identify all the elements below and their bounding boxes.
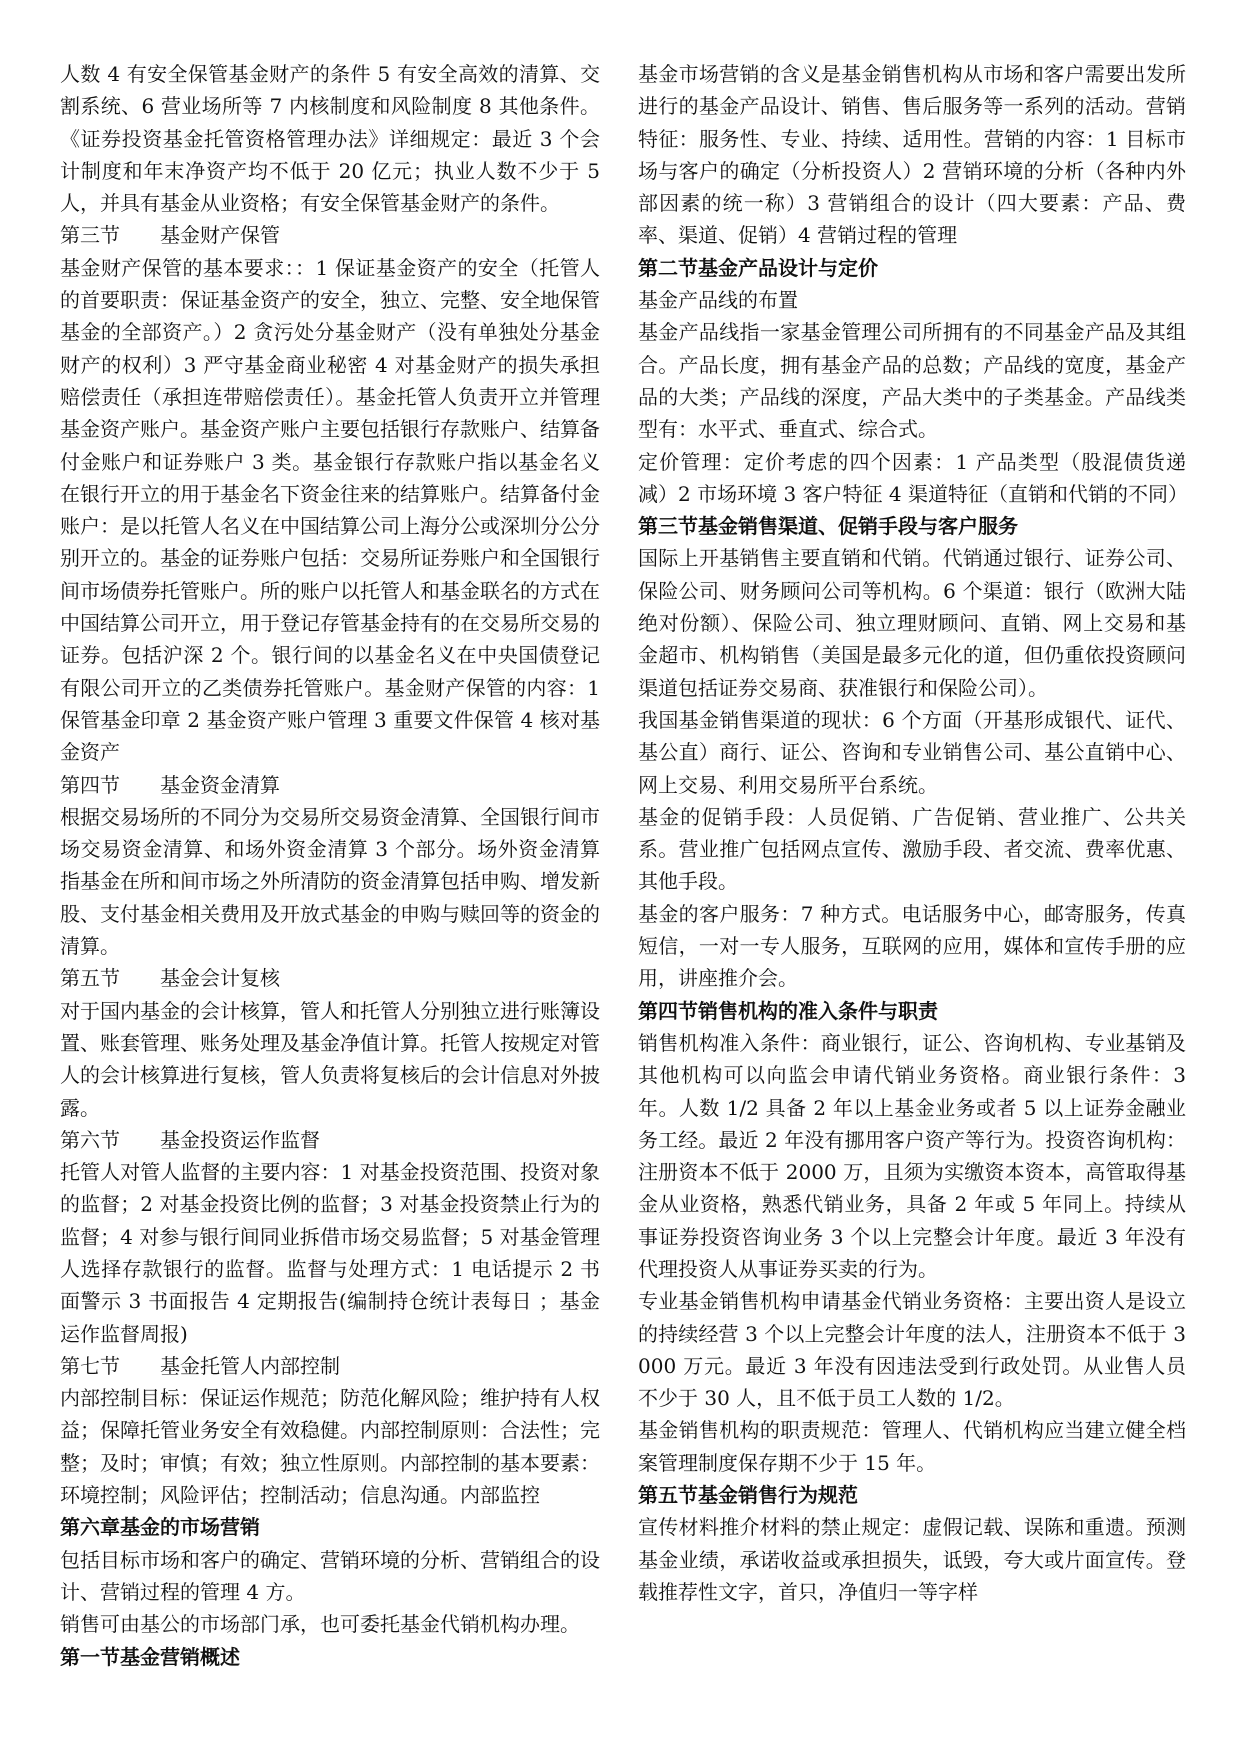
section-heading: 第五节 基金会计复核 bbox=[60, 966, 280, 991]
paragraph: 基金产品线指一家基金管理公司所拥有的不同基金产品及其组合。产品长度，拥有基金产品的总数；产品线的宽度，基金产品的大类；产品线的深度，产品大类中的子类基金。产品线类型有：水平式、垂直式、综合式。 bbox=[638, 320, 1186, 442]
paragraph: 国际上开基销售主要直销和代销。代销通过银行、证券公司、保险公司、财务顾问公司等机构。6 个渠道：银行（欧洲大陆绝对份额）、保险公司、独立理财顾问、直销、网上交易和基金超市、机构销售（美国是最多元化的道，但仍重依投资顾问渠道包括证券交易商、获准银行和保险公司）。 bbox=[638, 546, 1186, 700]
section-heading: 第四节 基金资金清算 bbox=[60, 772, 280, 797]
chapter-heading: 第五节基金销售行为规范 bbox=[638, 1483, 858, 1508]
chapter-heading: 第一节基金营销概述 bbox=[60, 1644, 240, 1669]
paragraph: 内部控制目标：保证运作规范；防范化解风险；维护持有人权益；保障托管业务安全有效稳健。内部控制原则：合法性；完整；及时；审慎；有效；独立性原则。内部控制的基本要素：环境控制；风险评估；控制活动；信息沟通。内部监控 bbox=[60, 1386, 600, 1508]
paragraph: 包括目标市场和客户的确定、营销环境的分析、营销组合的设计、营销过程的管理 4 方。 bbox=[60, 1547, 600, 1604]
paragraph: 基金的客户服务：7 种方式。电话服务中心，邮寄服务，传真短信，一对一专人服务，互联网的应用，媒体和宣传手册的应用，讲座推介会。 bbox=[638, 901, 1186, 991]
paragraph: 销售可由基公的市场部门承，也可委托基金代销机构办理。 bbox=[60, 1612, 580, 1637]
section-heading: 第三节 基金财产保管 bbox=[60, 223, 280, 248]
chapter-heading: 第六章基金的市场营销 bbox=[60, 1515, 260, 1540]
left-column bbox=[60, 58, 600, 1673]
paragraph: 根据交易场所的不同分为交易所交易资金清算、全国银行间市场交易资金清算、和场外资金清算 3 个部分。场外资金清算指基金在所和间市场之外所清防的资金清算包括申购、增发新股、支付基金相关费用及开放式基金的申购与赎回等的资金的清算。 bbox=[60, 804, 600, 959]
paragraph: 基金销售机构的职责规范：管理人、代销机构应当建立健全档案管理制度保存期不少于 15 年。 bbox=[638, 1418, 1186, 1475]
chapter-heading: 第三节基金销售渠道、促销手段与客户服务 bbox=[638, 514, 1018, 539]
paragraph: 基金财产保管的基本要求：：1 保证基金资产的安全（托管人的首要职责：保证基金资产的安全，独立、完整、安全地保管基金的全部资产。）2 贪污处分基金财产（没有单独处分基金财产的权利）3 严守基金商业秘密 4 对基金财产的损失承担赔偿责任（承担连带赔偿责任）。基金托管人负责开立并管理基金资产账户。基金资产账户主要包括银行存款账户、结算备付金账户和证券账户 3 类。基金银行存款账户指以基金名义在银行开立的用于基金名下资金往来的结算账户。结算备付金账户：是以托管人名义在中国结算公司上海分公或深圳分公分别开立的。基金的证券账户包括：交易所证券账户和全国银行间市场债券托管账户。所的账户以托管人和基金联名的方式在中国结算公司开立，用于登记存管基金持有的在交易所交易的证券。包括沪深 2 个。银行间的以基金名义在中央国债登记有限公司开立的乙类债券托管账户。基金财产保管的内容：1 保管基金印章 2 基金资产账户管理 3 重要文件保管 4 核对基金资产 bbox=[60, 255, 600, 765]
paragraph: 人数 4 有安全保管基金财产的条件 5 有安全高效的清算、交割系统、6 营业场所等 7 内核制度和风险制度 8 其他条件。《证券投资基金托管资格管理办法》详细规定：最近 3 个会计制度和年末净资产均不低于 20 亿元；执业人数不少于 5 人，并具有基金从业资格；有安全保管基金财产的条件。 bbox=[60, 62, 600, 216]
paragraph: 基金的促销手段：人员促销、广告促销、营业推广、公共关系。营业推广包括网点宣传、激励手段、者交流、费率优惠、其他手段。 bbox=[638, 804, 1186, 894]
section-heading: 第七节 基金托管人内部控制 bbox=[60, 1353, 340, 1378]
paragraph: 基金市场营销的含义是基金销售机构从市场和客户需要出发所进行的基金产品设计、销售、售后服务等一系列的活动。营销特征：服务性、专业、持续、适用性。营销的内容：1 目标市场与客户的确定（分析投资人）2 营销环境的分析（各种内外部因素的统一称）3 营销组合的设计（四大要素：产品、费率、渠道、促销）4 营销过程的管理 bbox=[638, 62, 1186, 248]
paragraph: 托管人对管人监督的主要内容：1 对基金投资范围、投资对象的监督；2 对基金投资比例的监督；3 对基金投资禁止行为的监督；4 对参与银行间同业拆借市场交易监督；5 对基金管理人选择存款银行的监督。监督与处理方式：1 电话提示 2 书面警示 3 书面报告 4 定期报告(编制持仓统计表每日 ；基金运作监督周报) bbox=[60, 1160, 600, 1346]
paragraph: 宣传材料推介材料的禁止规定：虚假记载、误陈和重遗。预测基金业绩，承诺收益或承担损失，诋毁，夸大或片面宣传。登载推荐性文字，首只，净值归一等字样 bbox=[638, 1515, 1186, 1604]
paragraph: 定价管理：定价考虑的四个因素：1 产品类型（股混债货递减）2 市场环境 3 客户特征 4 渠道特征（直销和代销的不同） bbox=[638, 449, 1188, 506]
paragraph: 销售机构准入条件：商业银行，证公、咨询机构、专业基销及其他机构可以向监会申请代销业务资格。商业银行条件：3 年。人数 1/2 具备 2 年以上基金业务或者 5 以上证券金融业务工经。最近 2 年没有挪用客户资产等行为。投资咨询机构：注册资本不低于 2000 万，且须为实缴资本资本，高管取得基金从业资格，熟悉代销业务，具备 2 年或 5 年同上。持续从事证券投资咨询业务 3 个以上完整会计年度。最近 3 年没有代理投资人从事证券买卖的行为。 bbox=[638, 1030, 1186, 1281]
chapter-heading: 第四节销售机构的准入条件与职责 bbox=[638, 998, 938, 1023]
section-heading: 第六节 基金投资运作监督 bbox=[60, 1127, 320, 1152]
paragraph: 对于国内基金的会计核算，管人和托管人分别独立进行账簿设置、账套管理、账务处理及基金净值计算。托管人按规定对管人的会计核算进行复核，管人负责将复核后的会计信息对外披露。 bbox=[60, 998, 600, 1120]
right-column bbox=[638, 58, 1186, 1608]
chapter-heading: 第二节基金产品设计与定价 bbox=[638, 255, 878, 280]
paragraph: 专业基金销售机构申请基金代销业务资格：主要出资人是设立的持续经营 3 个以上完整会计年度的法人，注册资本不低于 3000 万元。最近 3 年没有因违法受到行政处罚。从业售人员不少于 30 人，且不低于员工人数的 1/2。 bbox=[638, 1289, 1186, 1411]
paragraph: 基金产品线的布置 bbox=[638, 288, 798, 313]
paragraph: 我国基金销售渠道的现状：6 个方面（开基形成银代、证代、基公直）商行、证公、咨询和专业销售公司、基公直销中心、网上交易、利用交易所平台系统。 bbox=[638, 707, 1186, 797]
